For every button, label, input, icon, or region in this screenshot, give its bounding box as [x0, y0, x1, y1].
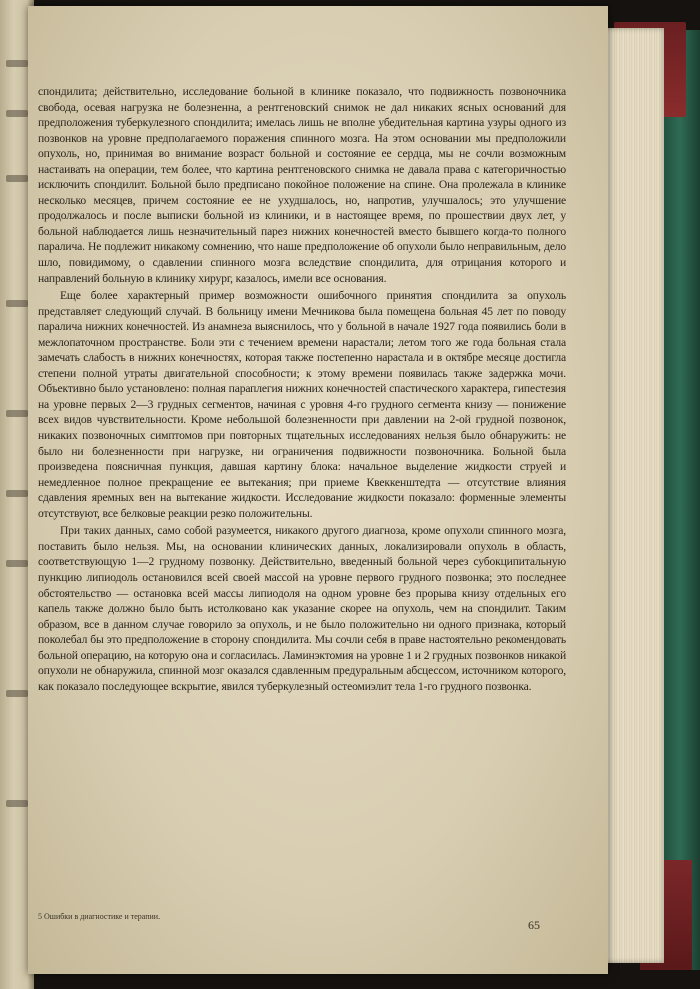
text-fragment	[6, 560, 28, 567]
paragraph: спондилита; действительно, исследование больной в клинике показало, что подвижность позвоночника свобода, осевая нагрузка не болезненна, а рентгеновский снимок не дал никаких ясных оснований для предположения туберкулезного спондилита; имелась лишь не вполне убедительная картина узуры одного из позвонков на уровне предполагаемого поражения спинного мозга. На этом основании мы предположили опухоль, но, принимая во внимание возраст больной и состояние ее сердца, мы не сочли возможным настаивать на операции, тем более, что картина рентгеновского снимка не давала права с категоричностью исключить спондилит. Больной было предписано покойное положение на спине. Она пролежала в клинике несколько месяцев, причем состояние ее не ухудшалось, но, напротив, улучшалось; это улучшение продолжалось и после выписки больной из клиники, и в настоящее время, по прошествии двух лет, у больной наблюдается лишь незначительный парез нижних конечностей вместо бывшего когда-то полного паралича. Не подлежит никакому сомнению, что наше предположение об опухоли было неправильным, дело шло, повидимому, о сдавлении спинного мозга вследствие спондилита, для отрицания которого и направлений больную в клинику хирург, казалось, имели все основания.	[38, 85, 566, 285]
text-fragment	[6, 110, 28, 117]
page-number: 65	[528, 918, 540, 932]
text-fragment	[6, 410, 28, 417]
text-fragment	[6, 60, 28, 67]
text-fragment	[6, 300, 28, 307]
footnote: 5 Ошибки в диагностике и терапии.	[38, 912, 161, 921]
body-text	[38, 84, 566, 694]
book-cover-green	[660, 30, 700, 970]
book-page	[28, 6, 608, 974]
paragraph: При таких данных, само собой разумеется, никакого другого диагноза, кроме опухоли спинного мозга, поставить было нельзя. Мы, на основании клинических данных, локализировали опухоль в область, соответствующую 1—2 грудному позвонку. Действительно, введенный больной через субокципитальную пункцию липиодоль остановился всей своей массой на уровне первого грудного позвонка; это последнее обстоятельство — остановка всей массы липиодоля на одном уровне без прорыва книзу отдельных его капель также должно было быть истолковано как указание скорее на опухоль, чем на спондилит. Таким образом, все в данном случае говорило за опухоль, и не было положительно ни одного признака, который поколебал бы это предположение в сторону спондилита. Мы сочли себя в праве настоятельно рекомендовать больной операцию, на которую она и согласилась. Ламинэктомия на уровне 1 и 2 грудных позвонков никакой опухоли не обнаружила, спинной мозг оказался сдавленным предуральным абсцессом, источником которого, как показало последующее вскрытие, явился туберкулезный остеомиэлит тела 1-го грудного позвонка.	[38, 524, 566, 693]
text-fragment	[6, 800, 28, 807]
text-fragment	[6, 175, 28, 182]
text-fragment	[6, 690, 28, 697]
paragraph: Еще более характерный пример возможности ошибочного принятия спондилита за опухоль представляет следующий случай. В больницу имени Мечникова была помещена больная 45 лет по поводу паралича нижних конечностей. Из анамнеза выяснилось, что у больной в начале 1927 года появились боли в межлопаточном пространстве. Боли эти с течением времени нарастали; летом того же года больная стала замечать слабость в нижних конечностях, которая также постепенно нарастала и в октябре месяце достигла степени полной утраты двигательной способности; к этому времени появилась также задержка мочи. Объективно было установлено: полная параплегия нижних конечностей спастического характера, гипестезия на уровне первых 2—3 грудных сегментов, начиная с уровня 4-го грудного сегмента книзу — понижение всех видов чувствительности. Кроме небольшой болезненности при давлении на 2-ой грудной позвонок, никаких позвоночных симптомов при повторных тщательных исследованиях нельзя было обнаружить: не было ни болезненности при нагрузке, ни ограничения подвижности позвоночника. Больной была произведена поясничная пункция, давшая картину блока: начальное выделение жидкости струей и немедленное полное прекращение ее вытекания; при приеме Квеккенштедта — отсутствие влияния сдавления яремных вен на вытекание жидкости. Исследование жидкости показало: форменные элементы отсутствуют, все белковые реакции резко положительны.	[38, 289, 566, 520]
page-fore-edge	[600, 28, 664, 963]
text-fragment	[6, 490, 28, 497]
